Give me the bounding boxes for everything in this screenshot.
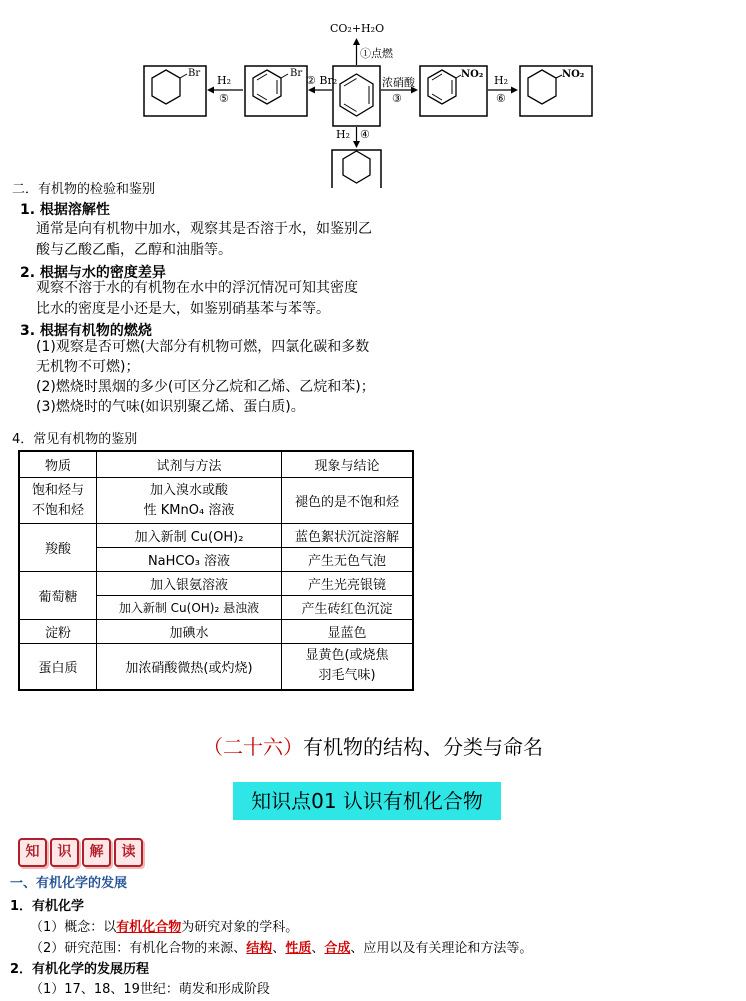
step4-label: ④ xyxy=(360,128,370,141)
concept-prefix: （1）概念：以 xyxy=(30,920,117,935)
step6-label: ⑥ xyxy=(496,92,506,105)
concept-suffix: 为研究对象的学科。 xyxy=(181,920,299,935)
step5-label: ⑤ xyxy=(219,92,229,105)
subsection3-heading: 3. 根据有机物的燃烧 xyxy=(20,323,152,339)
step3-label: ③ xyxy=(392,92,402,105)
subsection1-text-b: 酸与乙酸乙酯，乙醇和油脂等。 xyxy=(36,242,232,258)
chapter-name: 有机物的结构、分类与命名 xyxy=(303,735,543,759)
table-row xyxy=(19,620,413,644)
cell-substance: 饱和烃与 不饱和烃 xyxy=(19,478,97,524)
badge-jie: 解 xyxy=(82,838,111,867)
subsection2-text-b: 比水的密度是小还是大，如鉴别硝基苯与苯等。 xyxy=(36,301,330,317)
cell-result: 显黄色(或烧焦 羽毛气味) xyxy=(282,644,414,690)
part1-concept xyxy=(30,916,298,935)
scope-suffix: 、应用以及有关理论和方法等。 xyxy=(350,941,533,956)
nitric-acid-label: 浓硝酸 xyxy=(382,76,415,89)
chapter-title xyxy=(0,731,746,760)
cell-substance: 葡萄糖 xyxy=(19,572,97,620)
part1-heading: 一、有机化学的发展 xyxy=(10,876,128,891)
scope-sep2: 、 xyxy=(311,941,325,956)
identification-table xyxy=(18,450,414,691)
cell-result: 产生无色气泡 xyxy=(282,548,414,572)
cell-method: 加入新制 Cu(OH)₂ xyxy=(97,524,282,548)
scope-sep1: 、 xyxy=(272,941,286,956)
no2-label-right: NO₂ xyxy=(562,69,585,80)
scope-property: 性质 xyxy=(285,941,312,956)
scope-prefix: （2）研究范围：有机化合物的来源、 xyxy=(30,941,247,956)
h2-down-label: H₂ xyxy=(336,128,351,141)
subsection3-text-d: (3)燃烧时的气味(如识别聚乙烯、蛋白质)。 xyxy=(36,399,305,415)
cell-result: 产生光亮银镜 xyxy=(282,572,414,596)
cell-method: 加入新制 Cu(OH)₂ 悬浊液 xyxy=(97,596,282,620)
table-row xyxy=(19,644,413,690)
table-row xyxy=(19,478,413,524)
no2-label: NO₂ xyxy=(461,69,484,80)
header-method: 试剂与方法 xyxy=(97,451,282,478)
chapter-number: （二十六） xyxy=(203,735,303,759)
subsection2-heading: 2. 根据与水的密度差异 xyxy=(20,265,166,281)
badge-shi: 识 xyxy=(50,838,79,867)
step1-label: ①点燃 xyxy=(360,47,393,60)
br-label-left: Br xyxy=(290,68,303,79)
h2-right-label: H₂ xyxy=(494,74,509,87)
cell-method: NaHCO₃ 溶液 xyxy=(97,548,282,572)
scope-structure: 结构 xyxy=(246,941,273,956)
cell-substance: 淀粉 xyxy=(19,620,97,644)
subsection3-text-c: (2)燃烧时黑烟的多少(可区分乙烷和乙烯、乙烷和苯)； xyxy=(36,379,375,395)
cell-result: 褪色的是不饱和烃 xyxy=(282,478,414,524)
cell-result: 显蓝色 xyxy=(282,620,414,644)
br-label-far-left: Br xyxy=(188,68,201,79)
cell-method: 加碘水 xyxy=(97,620,282,644)
subsection1-heading: 1. 根据溶解性 xyxy=(20,202,110,218)
table-row xyxy=(19,572,413,596)
subsection1-text-a: 通常是向有机物中加水，观察其是否溶于水，如鉴别乙 xyxy=(36,221,372,237)
header-result: 现象与结论 xyxy=(282,451,414,478)
subsection4-heading: 4．常见有机物的鉴别 xyxy=(12,432,138,447)
h2-left-label: H₂ xyxy=(217,74,232,87)
header-substance: 物质 xyxy=(19,451,97,478)
cell-method: 加入溴水或酸 性 KMnO₄ 溶液 xyxy=(97,478,282,524)
table-header-row xyxy=(19,451,413,478)
cell-substance: 羧酸 xyxy=(19,524,97,572)
part1-s2-1: （1）17、18、19世纪：萌发和形成阶段 xyxy=(30,982,270,997)
concept-highlight: 有机化合物 xyxy=(116,920,182,935)
cell-method: 加入银氨溶液 xyxy=(97,572,282,596)
badge-du: 读 xyxy=(114,838,143,867)
subsection3-text-a: (1)观察是否可燃(大部分有机物可燃，四氯化碳和多数 xyxy=(36,339,370,355)
table-row xyxy=(19,524,413,548)
reaction-scheme xyxy=(130,18,610,188)
cell-result: 蓝色絮状沉淀溶解 xyxy=(282,524,414,548)
knowledge-point-banner: 知识点01 认识有机化合物 xyxy=(233,782,501,820)
scheme-drawing xyxy=(130,18,610,188)
cell-method: 加浓硝酸微热(或灼烧) xyxy=(97,644,282,690)
part1-scope xyxy=(30,937,532,956)
co2-h2o-label: CO₂+H₂O xyxy=(330,22,385,35)
part1-s2: 2．有机化学的发展历程 xyxy=(10,962,150,977)
cell-result: 产生砖红色沉淀 xyxy=(282,596,414,620)
subsection2-text-a: 观察不溶于水的有机物在水中的浮沉情况可知其密度 xyxy=(36,280,358,296)
badge-zhi: 知 xyxy=(18,838,47,867)
step2-label: ② Br₂ xyxy=(306,74,338,87)
subsection3-text-b: 无机物不可燃)； xyxy=(36,359,140,375)
part1-s1: 1．有机化学 xyxy=(10,899,85,914)
scope-synthesis: 合成 xyxy=(324,941,351,956)
section2-title: 二．有机物的检验和鉴别 xyxy=(12,182,156,197)
cell-substance: 蛋白质 xyxy=(19,644,97,690)
